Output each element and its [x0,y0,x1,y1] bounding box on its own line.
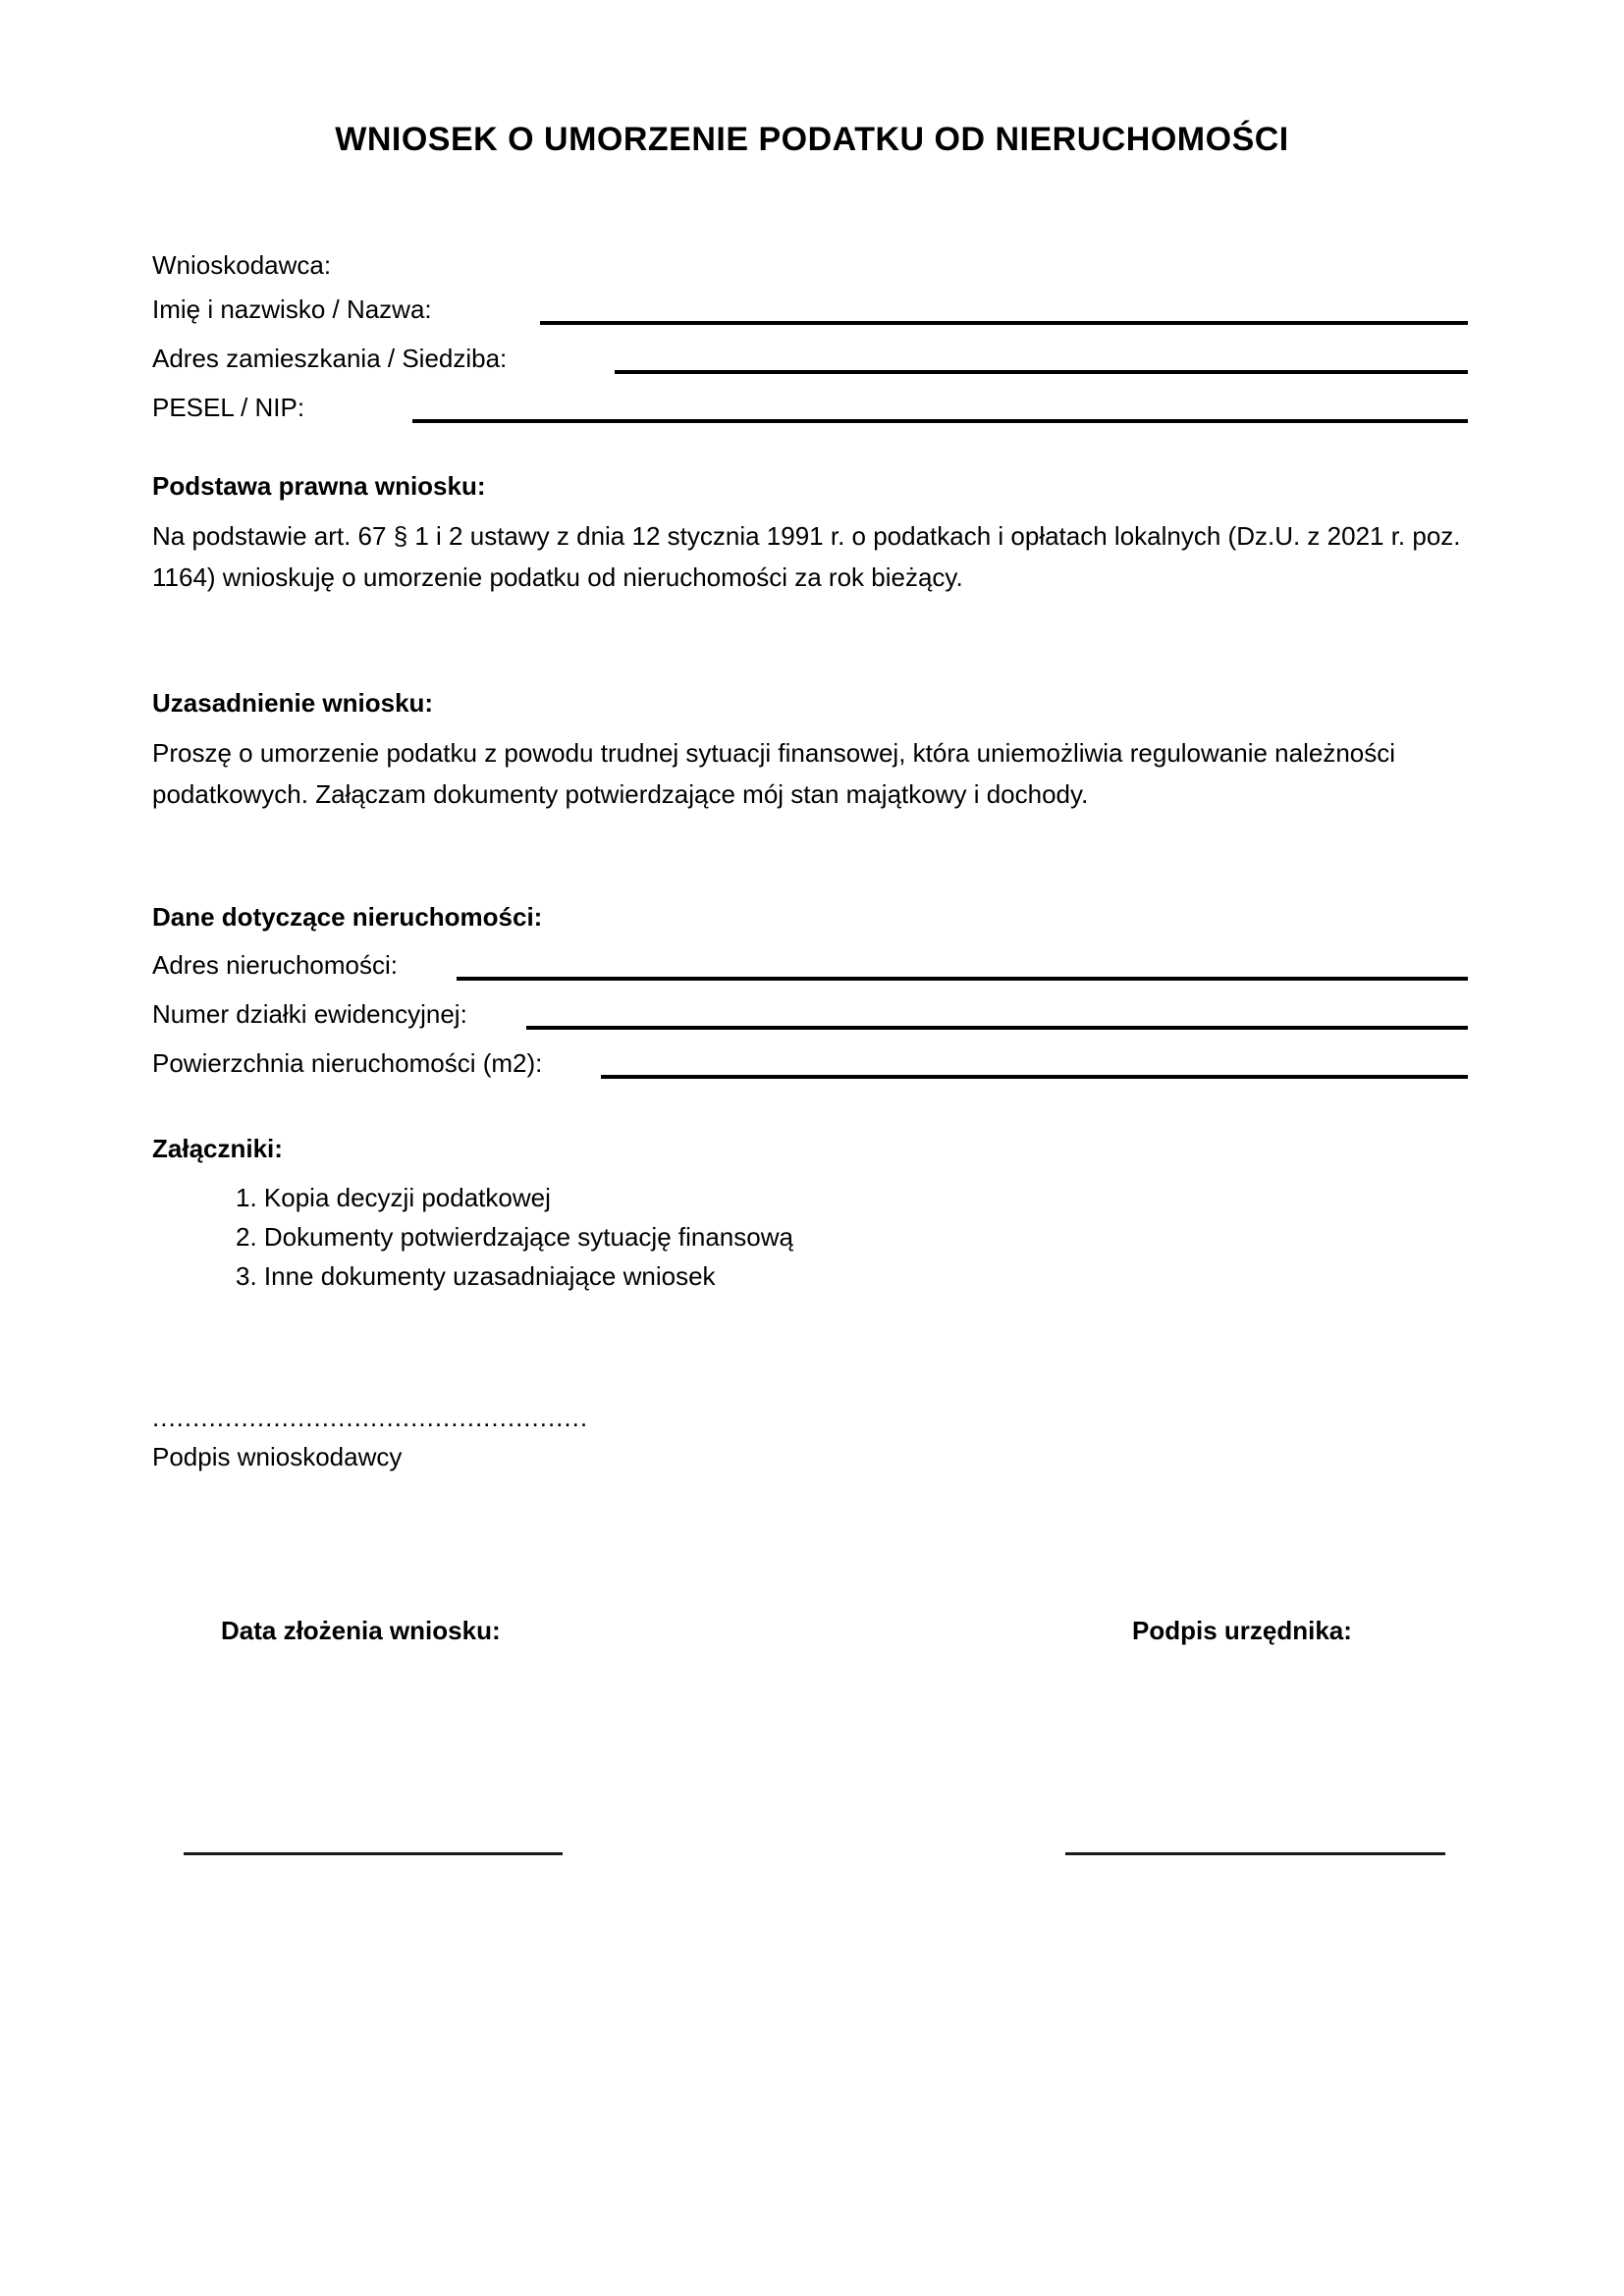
property-address-label: Adres nieruchomości: [152,950,398,980]
field-row-pesel-nip [152,383,1468,432]
plot-number-write-line [526,1026,1468,1030]
plot-number-label: Numer działki ewidencyjnej: [152,999,467,1029]
legal-basis-text: Na podstawie art. 67 § 1 i 2 ustawy z dnia 12 stycznia 1991 r. o podatkach i opłatach lokalnych (Dz.U. z 2021 r. poz. 1164) wnioskuję o umorzenie podatku od nieruchomości za rok bieżący. [152,521,1461,592]
field-row-address [152,334,1468,383]
field-row-property-address [152,940,1468,989]
pesel-nip-write-line [412,419,1468,423]
field-row-area [152,1039,1468,1088]
justification-heading: Uzasadnienie wniosku: [152,688,434,718]
area-label: Powierzchnia nieruchomości (m2): [152,1048,543,1078]
attachment-item: 1. Kopia decyzji podatkowej [236,1183,551,1212]
name-write-line [540,321,1468,325]
property-section [152,901,1468,1088]
submission-date-write-line [184,1852,563,1855]
property-address-write-line [457,977,1468,981]
submission-date-label: Data złożenia wniosku: [221,1616,501,1645]
legal-basis-section [152,470,1468,598]
applicant-signature-area [152,1398,1468,1476]
justification-text: Proszę o umorzenie podatku z powodu trudnej sytuacji finansowej, która uniemożliwia regulowanie należności podatkowych. Załączam dokumenty potwierdzające mój stan majątkowy i dochody. [152,738,1396,809]
address-field-label: Adres zamieszkania / Siedziba: [152,344,508,373]
legal-basis-heading: Podstawa prawna wniosku: [152,471,486,501]
address-write-line [615,370,1468,374]
justification-section [152,687,1468,815]
attachments-heading: Załączniki: [152,1134,283,1163]
applicant-heading: Wnioskodawca: [152,250,332,280]
field-row-name [152,285,1468,334]
area-write-line [601,1075,1468,1079]
document-title: WNIOSEK O UMORZENIE PODATKU OD NIERUCHOMOŚCI [335,121,1289,158]
field-row-plot-number [152,989,1468,1039]
attachments-section [152,1133,1468,1296]
applicant-signature-label: Podpis wnioskodawcy [152,1442,403,1471]
attachment-item: 3. Inne dokumenty uzasadniające wniosek [236,1261,716,1291]
official-signature-write-line [1065,1852,1445,1855]
property-heading: Dane dotyczące nieruchomości: [152,902,543,932]
applicant-signature-dotted-line: ...................................................... [152,1403,589,1432]
attachment-item: 2. Dokumenty potwierdzające sytuację finansową [236,1222,793,1252]
name-field-label: Imię i nazwisko / Nazwa: [152,294,432,324]
attachments-list [152,1178,1468,1296]
pesel-nip-field-label: PESEL / NIP: [152,393,305,422]
applicant-section [152,245,1468,432]
official-signature-label: Podpis urzędnika: [1132,1616,1352,1645]
property-rows [152,940,1468,1088]
